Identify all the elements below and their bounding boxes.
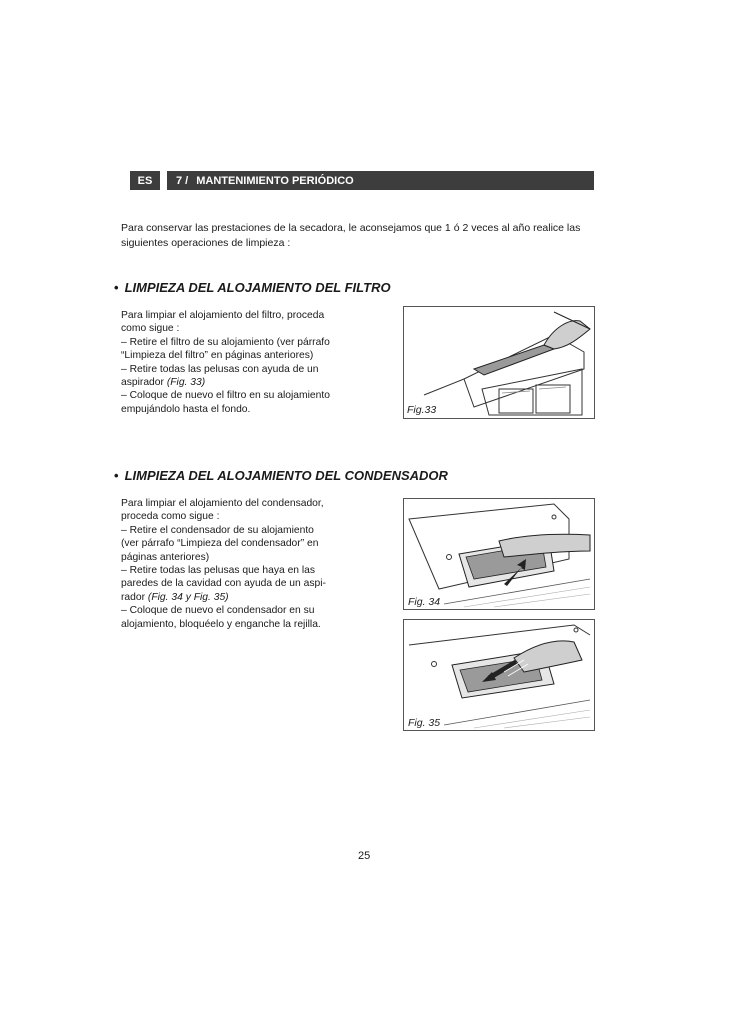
intro-line: Para conservar las prestaciones de la secadora, le aconsejamos que 1 ó 2 veces al año realice las xyxy=(121,222,581,234)
text-line: – Retire todas las pelusas con ayuda de un xyxy=(121,363,319,375)
heading-filter-housing xyxy=(114,280,391,295)
text-line: paredes de la cavidad con ayuda de un aspi- xyxy=(121,578,326,590)
condenser-cavity-illustration xyxy=(404,499,594,609)
condenser-vacuum-illustration xyxy=(404,620,594,730)
figure-label: Fig.33 xyxy=(407,404,437,416)
text-line: alojamiento, bloquéelo y enganche la rejilla. xyxy=(121,618,321,630)
text-segment: rador xyxy=(121,591,146,603)
text-line: – Retire el condensador de su alojamiento xyxy=(121,524,314,536)
language-code: ES xyxy=(137,174,153,187)
condenser-instructions xyxy=(121,497,350,631)
bullet: • xyxy=(114,468,119,483)
text-line: páginas anteriores) xyxy=(121,551,210,563)
text-line: – Coloque de nuevo el condensador en su xyxy=(121,605,315,617)
language-badge xyxy=(130,171,160,190)
figure-33 xyxy=(403,306,595,419)
text-line: empujándolo hasta el fondo. xyxy=(121,403,251,415)
figure-label: Fig. 34 xyxy=(408,596,441,608)
figure-ref: (Fig. 33) xyxy=(166,377,206,389)
heading-condenser-housing xyxy=(114,468,448,483)
text-line: Para limpiar el alojamiento del filtro, proceda xyxy=(121,310,325,321)
text-line: como sigue : xyxy=(121,323,180,335)
figure-34 xyxy=(403,498,595,610)
text-line: Para limpiar el alojamiento del condensador, xyxy=(121,498,324,509)
intro-paragraph xyxy=(121,221,599,251)
text-line: – Retire todas las pelusas que haya en las xyxy=(121,565,316,577)
heading-text: LIMPIEZA DEL ALOJAMIENTO DEL FILTRO xyxy=(124,280,391,295)
text-line: – Retire el filtro de su alojamiento (ver párrafo xyxy=(121,336,330,348)
section-title: MANTENIMIENTO PERIÓDICO xyxy=(196,174,354,187)
figure-35 xyxy=(403,619,595,731)
text-segment: aspirador xyxy=(121,377,164,389)
bullet: • xyxy=(114,280,119,295)
intro-line: siguientes operaciones de limpieza : xyxy=(121,237,291,249)
filter-vacuum-illustration xyxy=(404,307,594,418)
heading-text: LIMPIEZA DEL ALOJAMIENTO DEL CONDENSADOR xyxy=(124,468,448,483)
section-header-bar xyxy=(167,171,594,190)
figure-ref: (Fig. 34 y Fig. 35) xyxy=(147,591,229,603)
text-line: “Limpieza del filtro” en páginas anteriores) xyxy=(121,350,314,362)
page-number: 25 xyxy=(358,850,371,862)
text-line xyxy=(121,591,350,604)
figure-label: Fig. 35 xyxy=(408,717,441,729)
text-line xyxy=(121,376,350,389)
text-line: proceda como sigue : xyxy=(121,511,220,523)
section-number: 7 / xyxy=(176,174,189,187)
text-line: (ver párrafo “Limpieza del condensador” en xyxy=(121,538,319,550)
text-line: – Coloque de nuevo el filtro en su alojamiento xyxy=(121,390,330,402)
filter-instructions xyxy=(121,309,350,416)
